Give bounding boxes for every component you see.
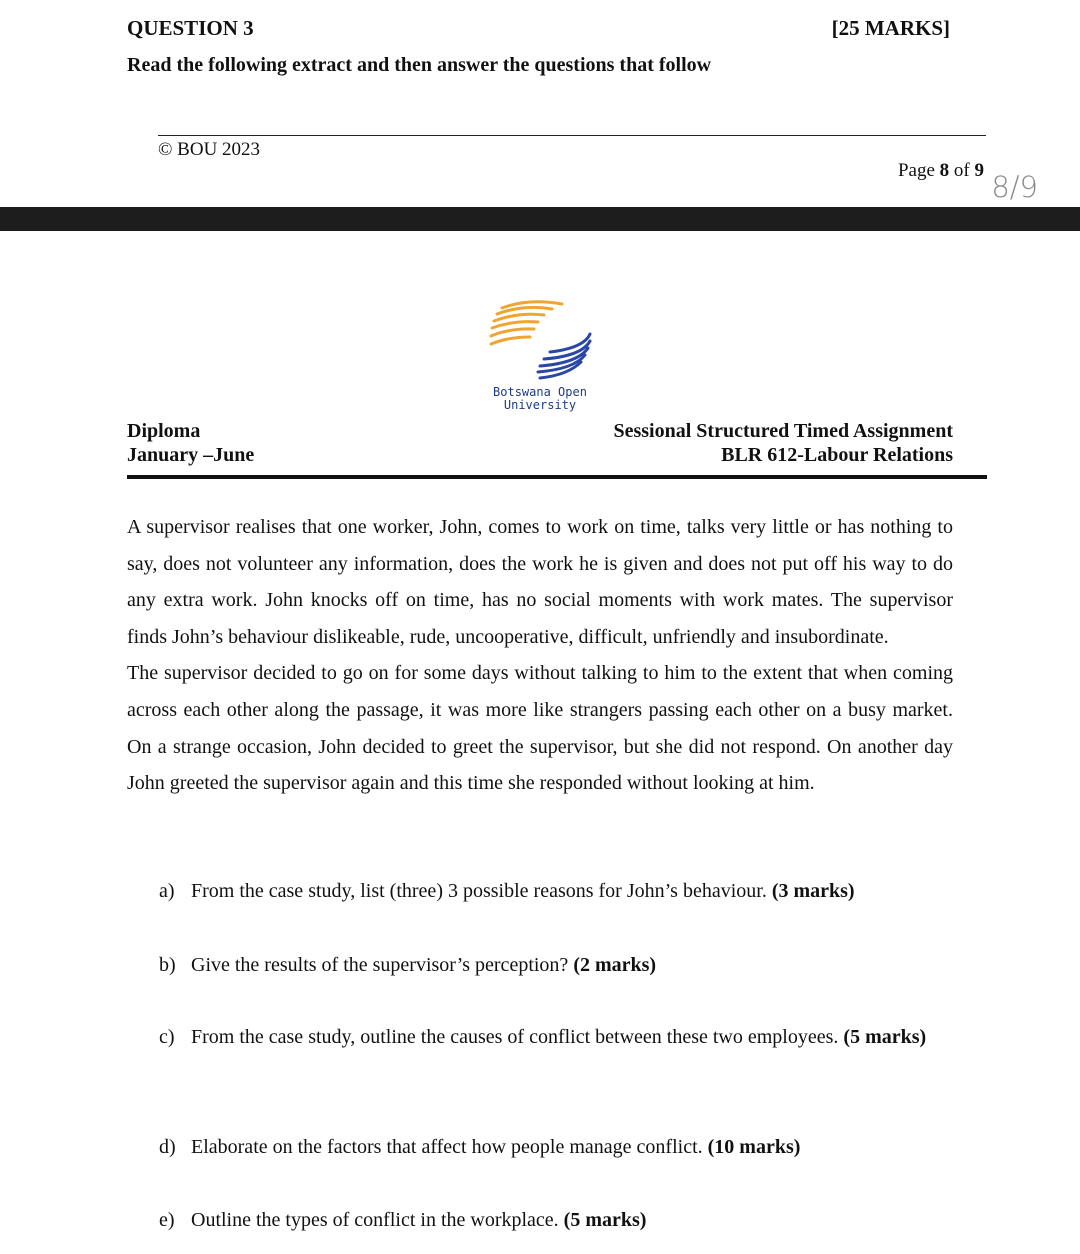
- case-study-paragraph-2: The supervisor decided to go on for some days without talking to him to the extent that when coming across each other along the passage, it was more like strangers passing each other on a busy market. On a strange occasion, John decided to greet the supervisor, but she did not respond. On another day John greeted the supervisor again and this time she responded without looking at him.: [127, 662, 953, 795]
- footer-divider: [158, 135, 986, 136]
- sub-question-text: Give the results of the supervisor’s perception?: [191, 954, 569, 976]
- sub-question-text: From the case study, outline the causes of conflict between these two employees.: [191, 1026, 839, 1048]
- header-divider: [127, 475, 987, 479]
- university-logo-icon: [488, 296, 594, 382]
- footer-page-number: [898, 160, 984, 182]
- logo-orange-arc-4: [492, 322, 538, 328]
- assignment-title: Sessional Structured Timed Assignment: [613, 420, 953, 442]
- sub-question-text: Outline the types of conflict in the workplace.: [191, 1209, 559, 1231]
- sub-question-label: c): [159, 1026, 175, 1048]
- question-title: QUESTION 3: [127, 16, 254, 40]
- question-total-marks: [25 MARKS]: [831, 16, 950, 40]
- sub-question-c: [159, 1019, 954, 1056]
- page-separator-band: [0, 207, 1080, 231]
- sub-question-label: b): [159, 954, 176, 976]
- logo-text: [470, 386, 610, 412]
- page-word: Page: [897, 160, 935, 181]
- page-of: of: [953, 160, 970, 181]
- sub-question-text: From the case study, list (three) 3 possible reasons for John’s behaviour.: [191, 880, 767, 902]
- page-current: 8: [939, 160, 950, 181]
- question-instruction: Read the following extract and then answer the questions that follow: [127, 54, 712, 76]
- page-total: 9: [974, 160, 984, 181]
- case-study-extract: [127, 509, 953, 802]
- sub-question-marks: (3 marks): [771, 880, 855, 902]
- sub-question-label: e): [159, 1209, 175, 1231]
- sub-question-label: d): [159, 1136, 176, 1158]
- sub-question-marks: (2 marks): [573, 954, 657, 976]
- viewer-page-indicator: 8/9: [991, 170, 1038, 204]
- logo-text-line1: Botswana Open: [493, 385, 587, 399]
- sub-question-d: [159, 1129, 954, 1166]
- program-period: January –June: [127, 444, 255, 466]
- sub-question-e: [159, 1202, 954, 1239]
- footer-copyright: © BOU 2023: [158, 139, 261, 160]
- sub-question-marks: (10 marks): [707, 1136, 801, 1158]
- sub-question-a: [159, 873, 954, 910]
- sub-question-label: a): [159, 880, 175, 902]
- sub-question-marks: (5 marks): [563, 1209, 647, 1231]
- sub-question-text: Elaborate on the factors that affect how people manage conflict.: [191, 1136, 703, 1158]
- course-title: BLR 612-Labour Relations: [721, 444, 953, 466]
- case-study-paragraph-1: A supervisor realises that one worker, John, comes to work on time, talks very little or has nothing to say, does not volunteer any information, does the work he is given and does not put off his way to do any extra work. John knocks off on time, has no social moments with work mates. The supervisor finds John’s behaviour dislikeable, rude, uncooperative, difficult, unfriendly and insubordinate.: [127, 516, 953, 648]
- header-right: [613, 419, 953, 467]
- program-name: Diploma: [127, 420, 201, 442]
- header-left: [127, 419, 254, 467]
- logo-orange-arc-3: [494, 314, 544, 321]
- sub-question-marks: (5 marks): [843, 1026, 927, 1048]
- logo-orange-arc-5: [491, 329, 534, 336]
- logo-orange-arc-6: [491, 337, 530, 344]
- sub-question-b: [159, 947, 954, 984]
- logo-text-line2: University: [503, 398, 577, 412]
